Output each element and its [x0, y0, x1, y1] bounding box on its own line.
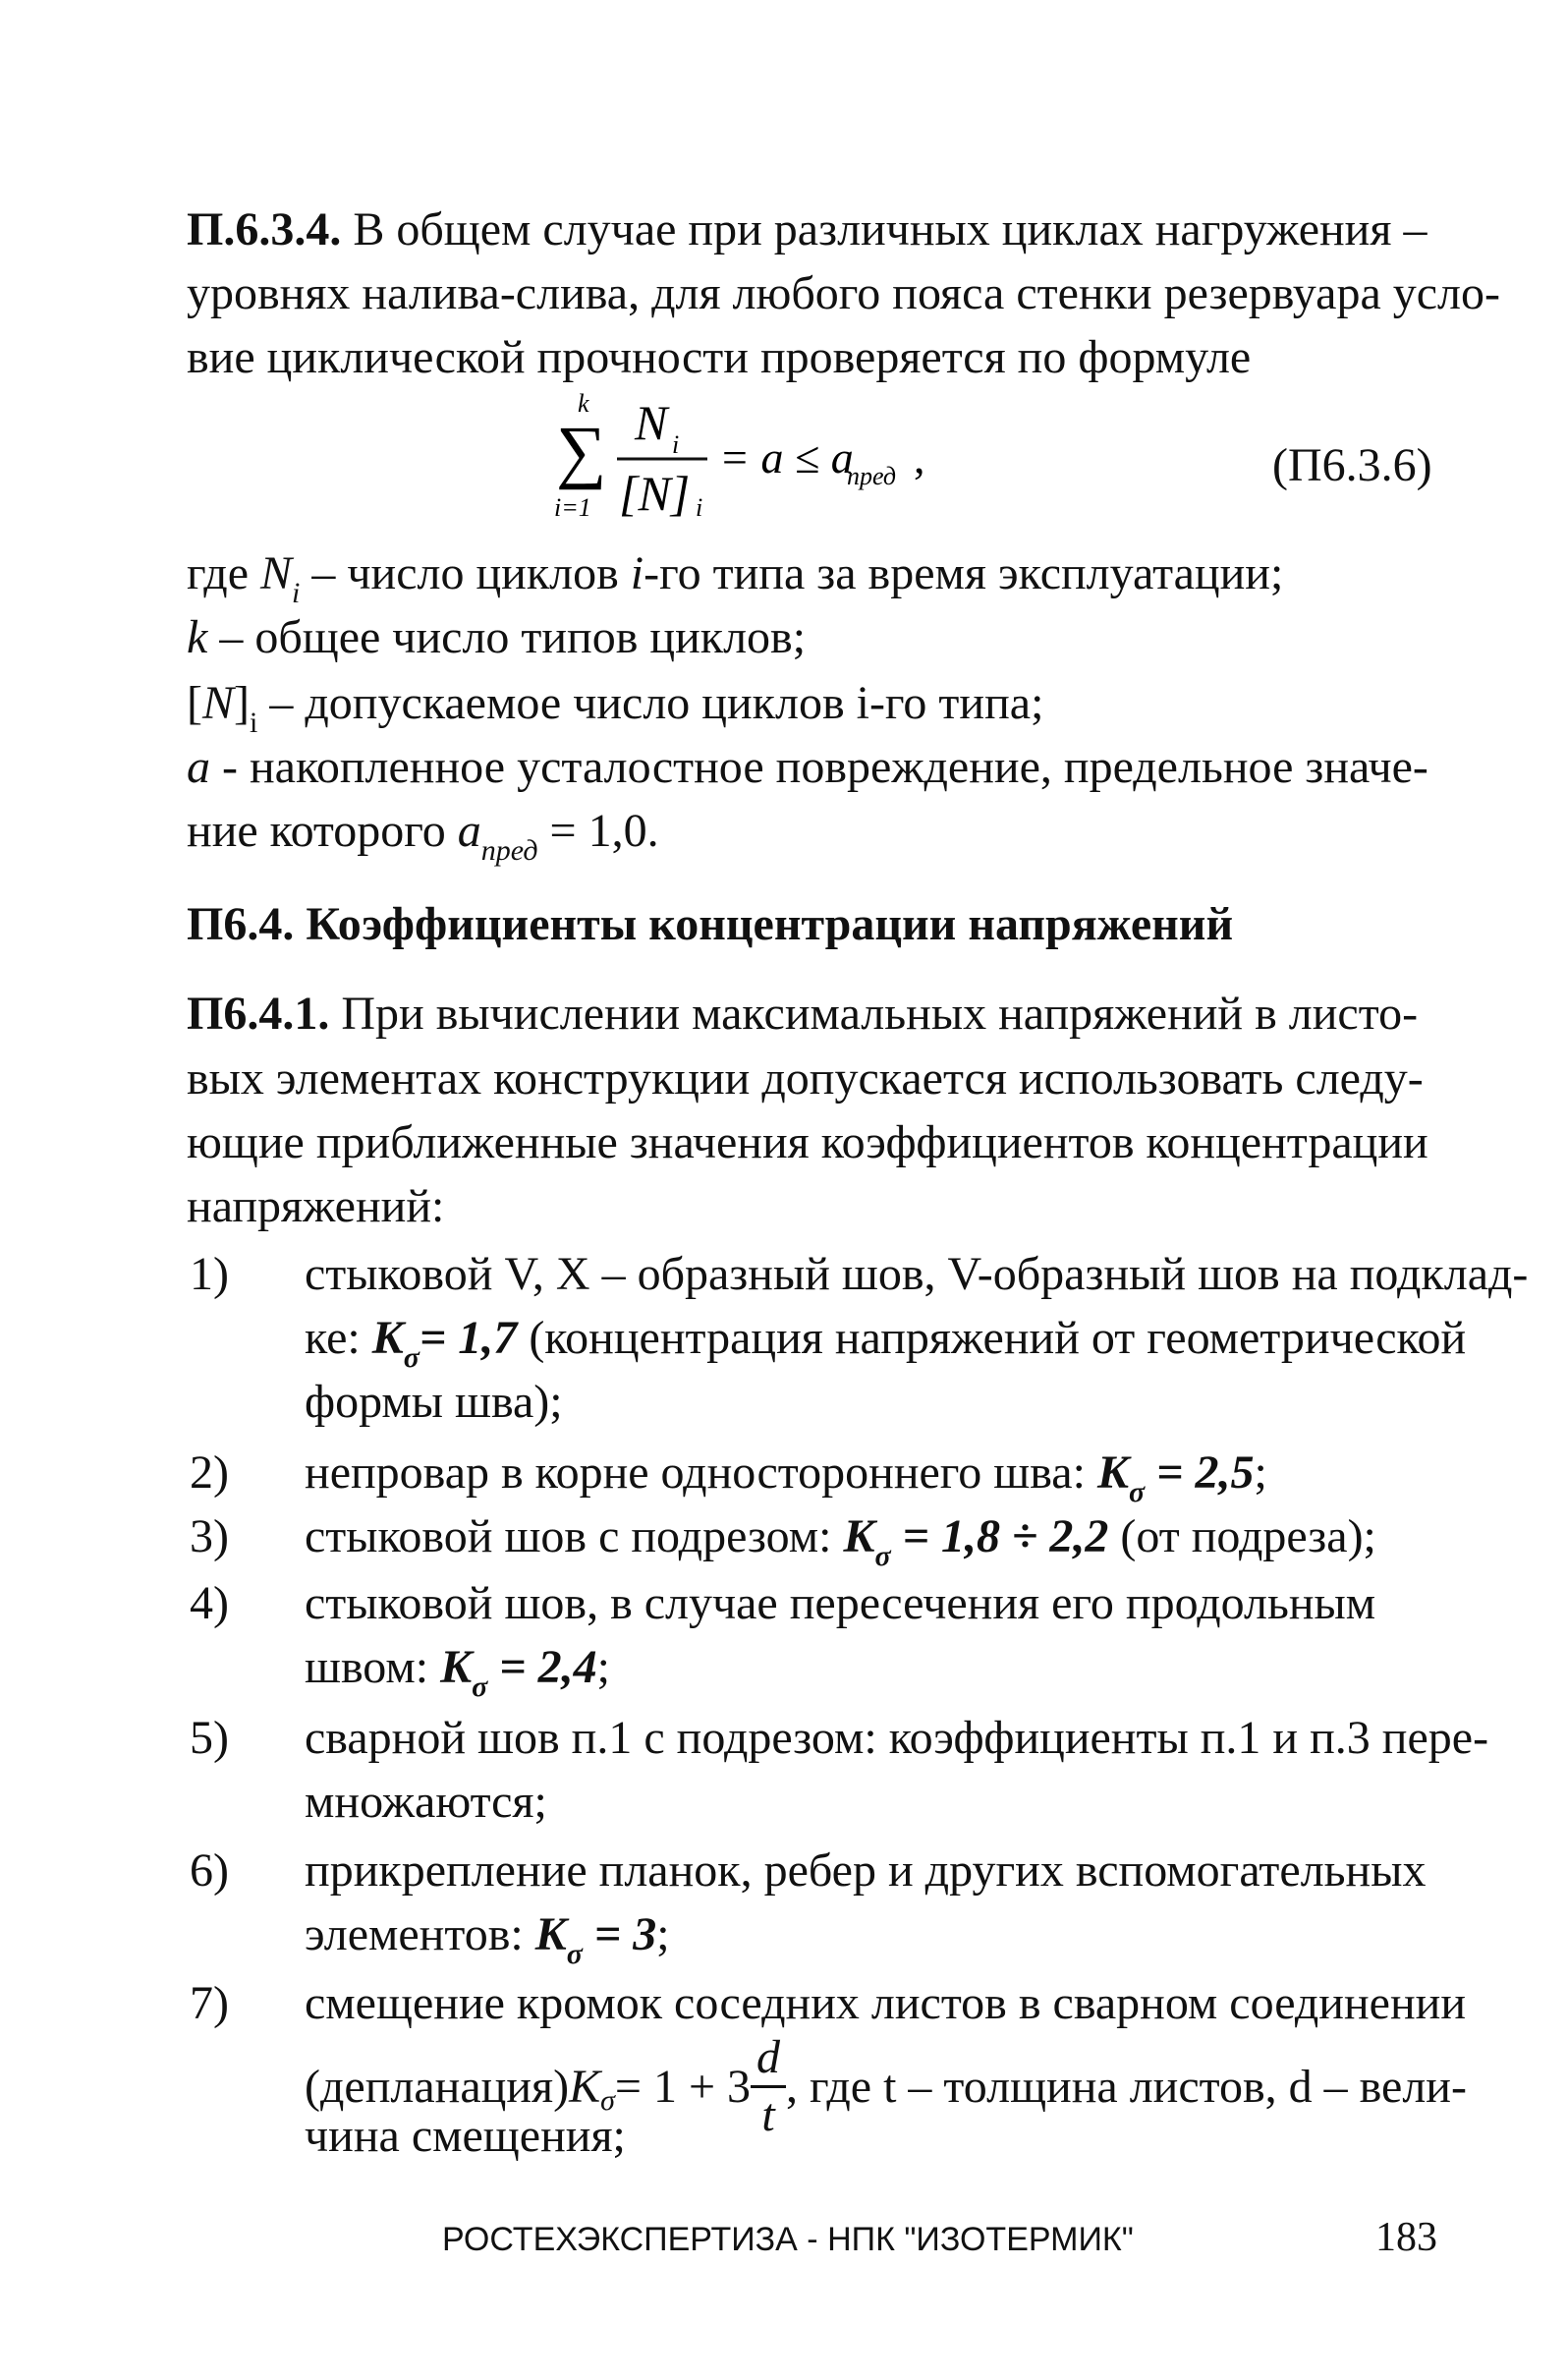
k-value: = 2,4 [487, 1641, 597, 1693]
where-lead: где [187, 547, 261, 599]
item-1-tail: (концентрация напряжений от геометрической [517, 1312, 1467, 1364]
k-value: = 1,7 [419, 1312, 518, 1364]
list-number: 3) [190, 1510, 229, 1562]
item-3-tail: (от подреза); [1108, 1510, 1376, 1562]
list-item-1-line-1: стыковой V, X – образный шов, V-образный шов на подклад- [305, 1248, 1529, 1300]
list-item-4-line-2 [305, 1641, 1444, 1703]
where-a-lead: ние которого [187, 805, 458, 857]
list-number: 6) [190, 1844, 229, 1897]
list-number: 4) [190, 1577, 229, 1629]
k-equation: = 1 + 3 [614, 2060, 752, 2113]
section-634-line-1 [187, 203, 1449, 255]
fraction-denominator-sub: i [696, 493, 703, 522]
k-sigma-sub: σ [403, 1341, 420, 1374]
list-item-6-line-1 [305, 1844, 1444, 1897]
list-item-6-line-2 [305, 1908, 1444, 1970]
item-6-lead: элементов: [305, 1908, 535, 1960]
item-1-lead: ке: [305, 1312, 372, 1364]
var-n-sub: i [292, 577, 301, 609]
section-641-text-1: При вычислении максимальных напряжений в листо- [341, 988, 1419, 1040]
list-item-4-line-1 [305, 1577, 1444, 1629]
list-item-7-line-1 [305, 1977, 1467, 2029]
k-sigma: K [843, 1510, 875, 1562]
section-641-text-3: ющие приближенные значения коэффициентов концентрации [187, 1116, 1428, 1168]
k-sigma: K [569, 2060, 601, 2113]
var-n-allowed-sub: i [249, 707, 258, 739]
k-sigma-sub: σ [472, 1671, 488, 1703]
list-number: 5) [190, 1712, 229, 1764]
item-7-text: смещение кромок соседних листов в сварном соединении [305, 1977, 1467, 2029]
k-sigma: K [440, 1641, 473, 1693]
heading-p64: П6.4. Коэффициенты концентрации напряжений [187, 898, 1234, 950]
footer-publisher: РОСТЕХЭКСПЕРТИЗА - НПК "ИЗОТЕРМИК" [442, 2221, 1134, 2258]
k-value: = 1,8 ÷ 2,2 [890, 1510, 1109, 1562]
formula-p636 [511, 388, 1022, 526]
section-641-line-3 [187, 1116, 1449, 1168]
where-k-text: – общее число типов циклов; [207, 611, 807, 663]
list-number: 1) [190, 1248, 229, 1300]
var-a-pred: a [457, 805, 481, 857]
where-line-3 [187, 677, 1044, 739]
item-2-lead: непровар в корне одностороннего шва: [305, 1446, 1097, 1499]
item-7-lead: (депланация) [305, 2060, 570, 2113]
fraction-d: d [751, 2034, 786, 2088]
list-item-3-line-1 [305, 1510, 1444, 1572]
where-a-value: = 1,0. [537, 805, 659, 857]
sum-upper-limit: k [578, 389, 589, 418]
fraction-t: t [761, 2089, 775, 2141]
formula-rhs: = a ≤ a [719, 432, 854, 482]
where-mid: – число циклов [300, 547, 631, 599]
list-item-7-line-3: чина смещения; [305, 2110, 626, 2162]
var-a-pred-sub: пред [480, 834, 538, 867]
k-sigma: K [534, 1908, 567, 1960]
section-641-text-4: напряжений: [187, 1180, 445, 1232]
k-sigma-sub: σ [1128, 1476, 1146, 1508]
section-634-label: П.6.3.4. [187, 203, 342, 255]
list-number: 2) [190, 1446, 229, 1499]
item-2-tail: ; [1254, 1446, 1267, 1499]
section-641-text-2: вых элементах конструкции допускается использовать следу- [187, 1052, 1424, 1105]
item-4-lead: швом: [305, 1641, 441, 1693]
section-634-text-1: В общем случае при различных циклах нагружения – [353, 203, 1427, 255]
section-641-line-2 [187, 1052, 1449, 1105]
list-item-5-line-1 [305, 1712, 1489, 1764]
fraction-numerator-sub: i [672, 430, 680, 459]
where-a-text: - накопленное усталостное повреждение, предельное значе- [210, 741, 1428, 793]
var-k: k [187, 611, 208, 663]
k-sigma-sub: σ [566, 1938, 583, 1970]
list-item-1-line-2 [305, 1312, 1467, 1374]
fraction-numerator: N [635, 395, 668, 450]
sum-lower-limit: i=1 [554, 493, 591, 522]
where-line-1 [187, 547, 1284, 609]
section-641-label: П6.4.1. [187, 988, 330, 1040]
list-item-1-line-3: формы шва); [305, 1376, 563, 1428]
item-7-tail: , где t – толщина листов, d – вели- [786, 2060, 1467, 2113]
section-641-line-4 [187, 1180, 445, 1232]
fraction-denominator: [N] [619, 466, 691, 521]
where-line-4 [187, 741, 1449, 793]
where-line-5 [187, 805, 659, 867]
list-item-2-line-1 [305, 1446, 1444, 1508]
formula-tail: , [914, 432, 925, 482]
item-6-tail: ; [656, 1908, 670, 1960]
k-sigma: K [371, 1312, 404, 1364]
where-rest: -го типа за время эксплуатации; [644, 547, 1284, 599]
where-line-2 [187, 611, 807, 663]
section-634-text-2: уровнях налива-слива, для любого пояса стенки резервуара усло- [187, 267, 1500, 319]
k-value: = 2,5 [1145, 1446, 1255, 1499]
bracket-close: ] [234, 677, 250, 729]
list-number: 7) [190, 1977, 229, 2029]
item-4-text: стыковой шов, в случае пересечения его продольным [305, 1577, 1376, 1629]
var-i: i [630, 547, 644, 599]
formula-rhs-sub: пред [847, 462, 897, 490]
bracket-open: [ [187, 677, 202, 729]
k-value: = 3 [582, 1908, 657, 1960]
section-634-line-2 [187, 267, 1500, 319]
where-n-allowed-text: – допускаемое число циклов i-го типа; [257, 677, 1044, 729]
section-634-line-3 [187, 331, 1252, 383]
sum-sign: ∑ [556, 412, 607, 490]
var-n-allowed: N [201, 677, 234, 729]
item-4-tail: ; [596, 1641, 610, 1693]
var-a: a [187, 741, 210, 793]
section-641-line-1 [187, 988, 1449, 1040]
page-number: 183 [1375, 2215, 1437, 2260]
formula-number: (П6.3.6) [1272, 439, 1432, 491]
item-5-text: сварной шов п.1 с подрезом: коэффициенты п.1 и п.3 пере- [305, 1712, 1489, 1764]
var-n: N [260, 547, 293, 599]
section-634-text-3: вие циклической прочности проверяется по формуле [187, 331, 1252, 383]
k-sigma-sub: σ [874, 1540, 891, 1572]
item-6-text: прикрепление планок, ребер и других вспомогательных [305, 1844, 1427, 1897]
k-sigma-sub: σ [600, 2083, 615, 2117]
item-3-lead: стыковой шов с подрезом: [305, 1510, 844, 1562]
k-sigma: K [1096, 1446, 1129, 1499]
list-item-5-line-2: множаются; [305, 1776, 547, 1828]
